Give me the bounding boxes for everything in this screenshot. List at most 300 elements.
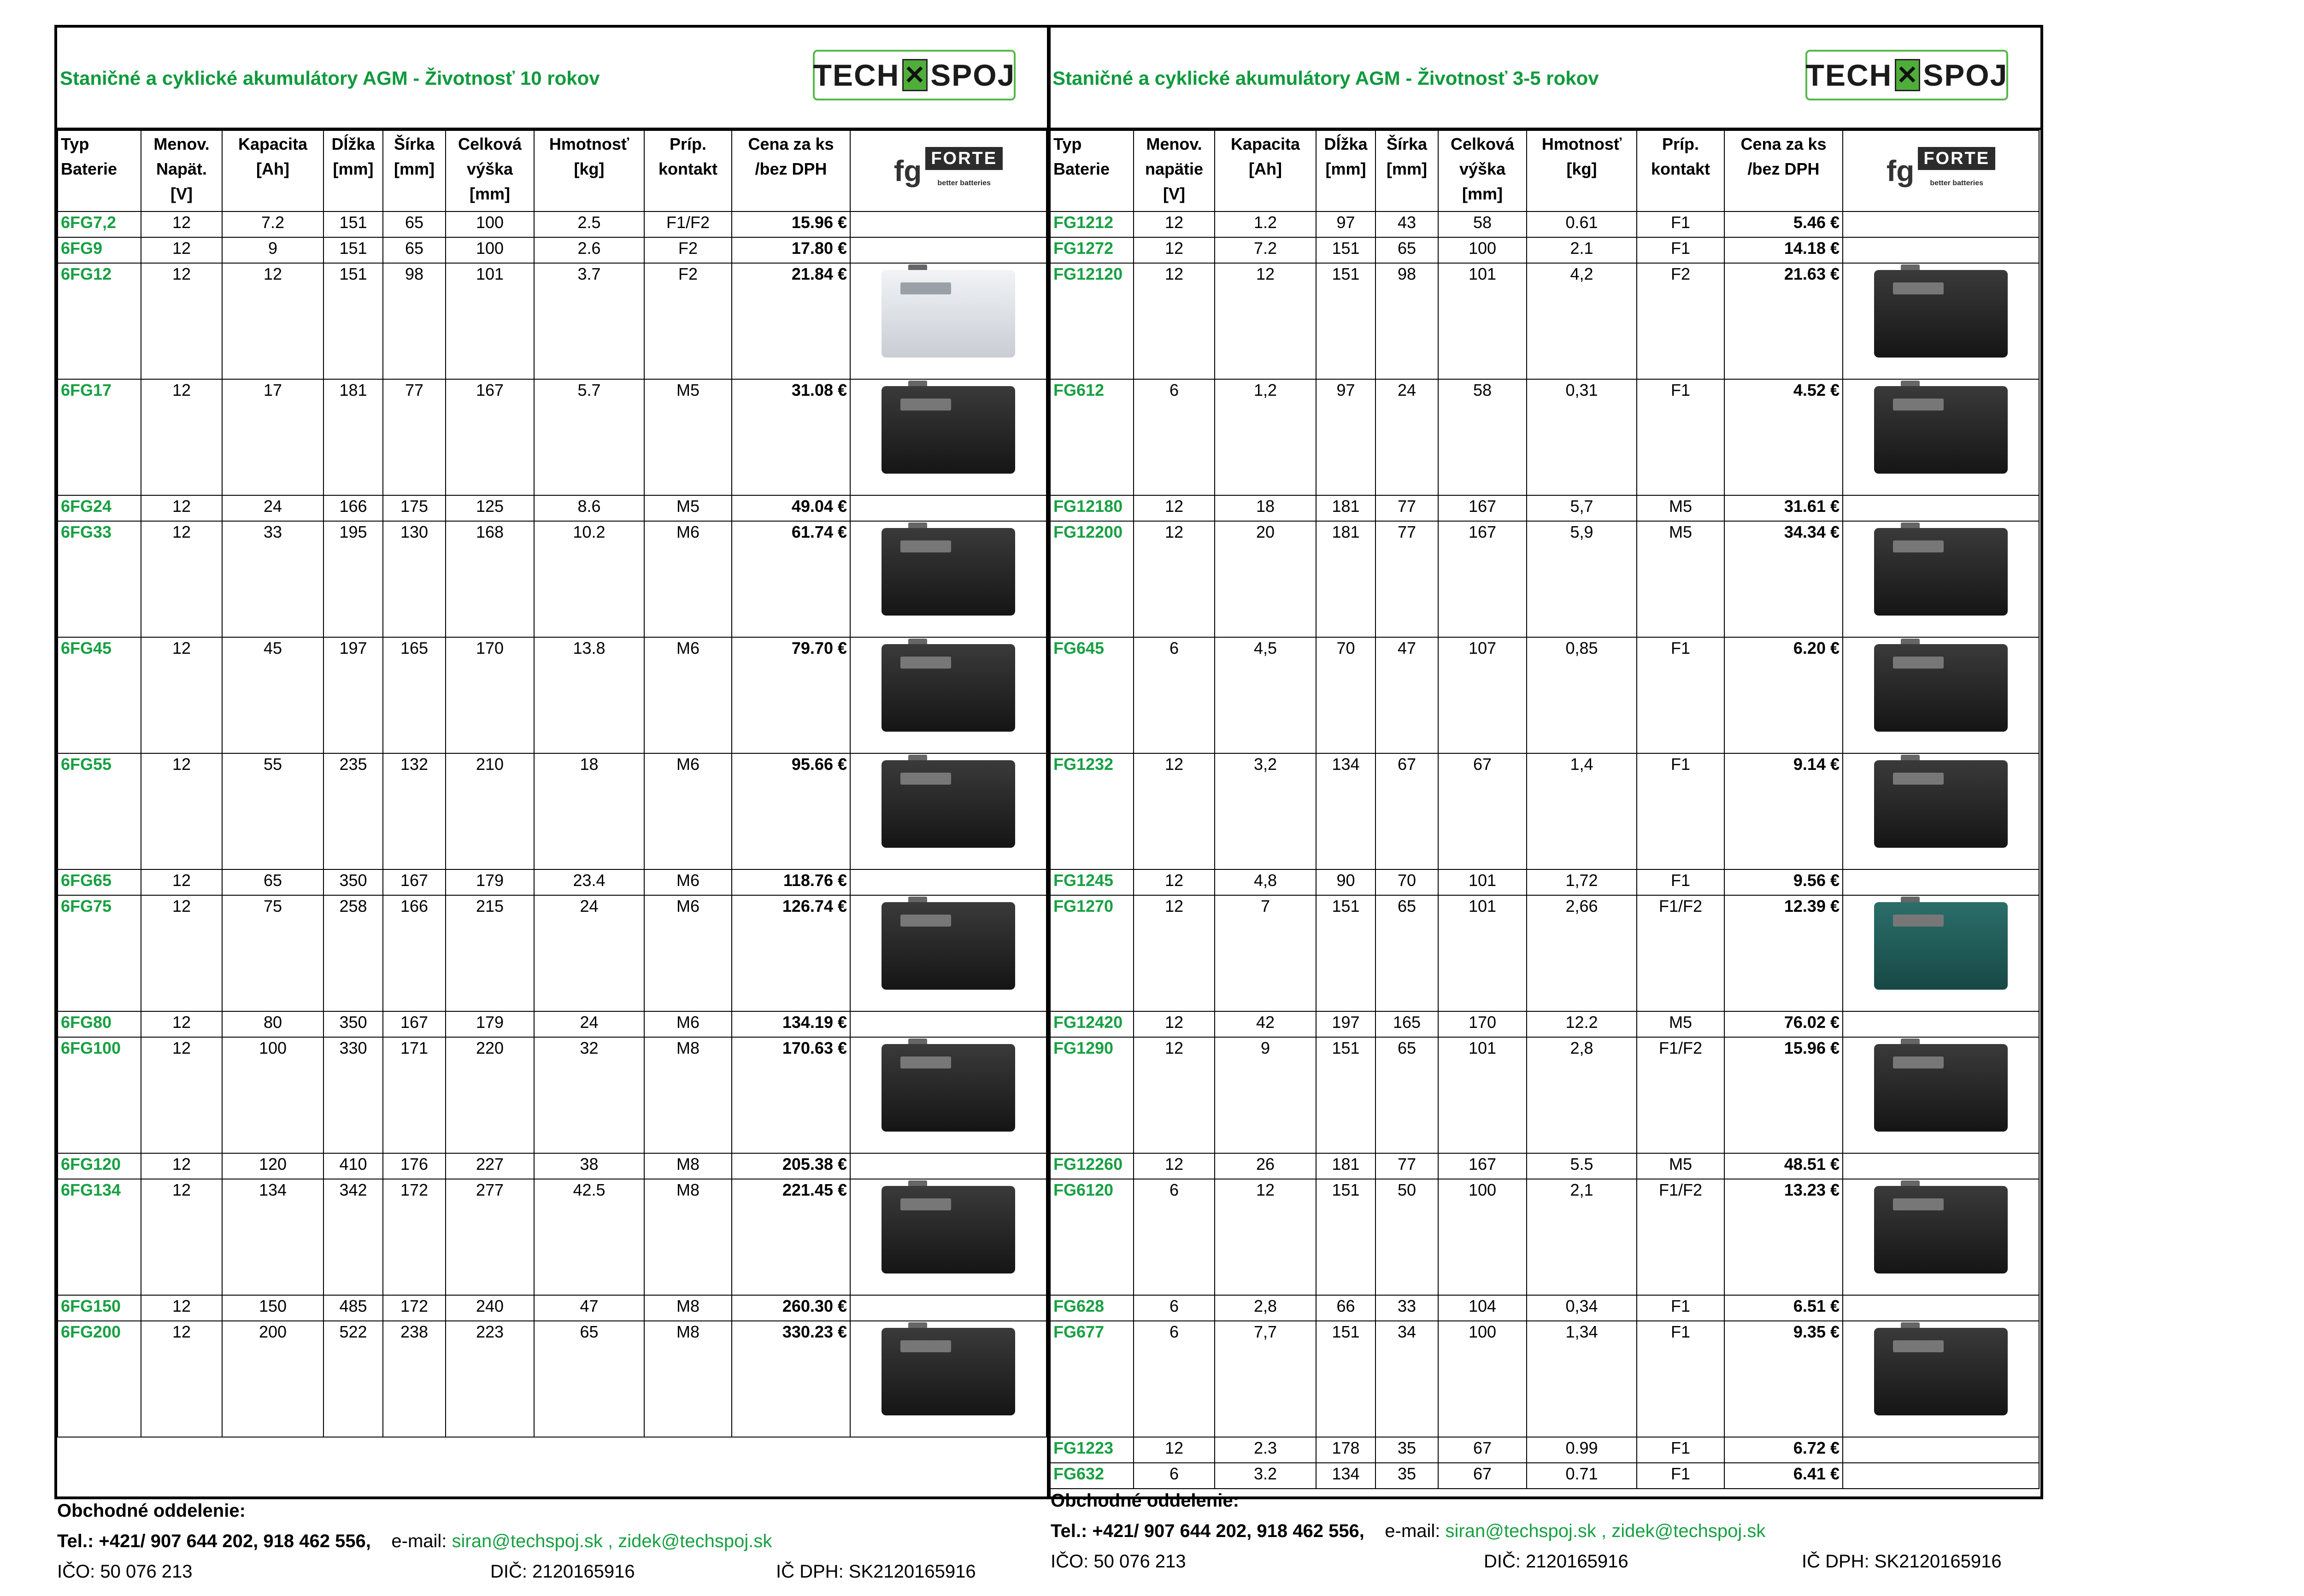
spec-cell: 410 bbox=[323, 1153, 383, 1179]
spec-cell: 18 bbox=[534, 753, 644, 869]
price-cell: 31.08 € bbox=[732, 379, 850, 495]
spec-cell: 8.6 bbox=[534, 495, 644, 521]
spec-cell: 166 bbox=[323, 495, 383, 521]
battery-type-cell: FG645 bbox=[1050, 637, 1134, 753]
spec-cell: 167 bbox=[446, 379, 534, 495]
col-header: Príp. kontakt bbox=[644, 130, 732, 211]
spec-cell: 12 bbox=[141, 521, 222, 637]
table-row bbox=[58, 1295, 1046, 1321]
spec-cell: 485 bbox=[323, 1295, 383, 1321]
spec-cell: 151 bbox=[323, 237, 383, 263]
spec-cell: F1 bbox=[1637, 753, 1724, 869]
price-cell: 79.70 € bbox=[732, 637, 850, 753]
spec-cell: F1/F2 bbox=[1637, 895, 1724, 1011]
spec-cell: M6 bbox=[644, 869, 732, 895]
spec-cell: 104 bbox=[1438, 1295, 1527, 1321]
spec-cell: 65 bbox=[1375, 895, 1438, 1011]
spec-cell: M6 bbox=[644, 753, 732, 869]
spec-cell: 12 bbox=[141, 263, 222, 379]
spec-cell: M8 bbox=[644, 1153, 732, 1179]
spec-cell: 4,8 bbox=[1215, 869, 1316, 895]
spec-cell: 23.4 bbox=[534, 869, 644, 895]
spec-cell: 238 bbox=[383, 1321, 446, 1437]
price-cell: 330.23 € bbox=[732, 1321, 850, 1437]
spec-cell: 151 bbox=[323, 211, 383, 237]
table-row bbox=[1050, 1153, 2039, 1179]
spec-cell: 100 bbox=[222, 1037, 323, 1153]
brand-forte: FORTE bbox=[925, 147, 1003, 170]
spec-cell: 45 bbox=[222, 637, 323, 753]
brand-forte: FORTE bbox=[1918, 147, 1995, 170]
spec-cell: 210 bbox=[446, 753, 534, 869]
battery-type-cell: FG612 bbox=[1050, 379, 1134, 495]
product-image-cell bbox=[850, 379, 1046, 495]
spec-cell: 33 bbox=[1375, 1295, 1438, 1321]
table-row bbox=[1050, 1463, 2039, 1489]
spec-cell: 12 bbox=[141, 1295, 222, 1321]
table-row bbox=[58, 637, 1046, 753]
product-image-cell bbox=[1843, 1153, 2039, 1179]
product-image-cell bbox=[850, 1179, 1046, 1295]
brand-tagline: better batteries bbox=[1930, 179, 1983, 187]
spec-cell: 24 bbox=[534, 895, 644, 1011]
spec-cell: 200 bbox=[222, 1321, 323, 1437]
spec-cell: 12 bbox=[1134, 895, 1215, 1011]
product-image-cell bbox=[1843, 1463, 2039, 1489]
battery-image-icon bbox=[882, 644, 1015, 732]
logo-text-left: TECH bbox=[813, 58, 900, 92]
spec-cell: 172 bbox=[383, 1179, 446, 1295]
spec-cell: 330 bbox=[323, 1037, 383, 1153]
spec-cell: F1 bbox=[1637, 211, 1724, 237]
product-image-cell bbox=[1843, 1179, 2039, 1295]
spec-cell: M5 bbox=[1637, 1153, 1724, 1179]
spec-cell: 151 bbox=[1316, 1037, 1375, 1153]
price-cell: 15.96 € bbox=[1724, 1037, 1843, 1153]
price-cell: 17.80 € bbox=[732, 237, 850, 263]
footer-email-link[interactable]: siran@techspoj.sk , zidek@techspoj.sk bbox=[1445, 1521, 1766, 1541]
spec-cell: 167 bbox=[1438, 1153, 1527, 1179]
price-cell: 126.74 € bbox=[732, 895, 850, 1011]
spec-cell: 12 bbox=[141, 753, 222, 869]
battery-type-cell: 6FG75 bbox=[58, 895, 141, 1011]
table-row bbox=[58, 1153, 1046, 1179]
spec-cell: F1 bbox=[1637, 237, 1724, 263]
spec-cell: 42.5 bbox=[534, 1179, 644, 1295]
battery-type-cell: FG1223 bbox=[1050, 1437, 1134, 1463]
table-row bbox=[1050, 495, 2039, 521]
table-row bbox=[1050, 753, 2039, 869]
spec-cell: 197 bbox=[1316, 1011, 1375, 1037]
product-image-cell bbox=[850, 637, 1046, 753]
product-image-cell bbox=[850, 1011, 1046, 1037]
spec-cell: 2,1 bbox=[1527, 1179, 1637, 1295]
battery-type-cell: 6FG55 bbox=[58, 753, 141, 869]
spec-cell: 167 bbox=[383, 869, 446, 895]
spec-cell: 12 bbox=[141, 379, 222, 495]
col-header: Menov. Napät. [V] bbox=[141, 130, 222, 211]
col-header: Šírka [mm] bbox=[1375, 130, 1438, 211]
spec-cell: M8 bbox=[644, 1321, 732, 1437]
col-header: Hmotnosť [kg] bbox=[1527, 130, 1637, 211]
table-row bbox=[1050, 1321, 2039, 1437]
spec-cell: 7.2 bbox=[1215, 237, 1316, 263]
spec-cell: 6 bbox=[1134, 1321, 1215, 1437]
table-row bbox=[1050, 211, 2039, 237]
table-row bbox=[58, 211, 1046, 237]
price-cell: 118.76 € bbox=[732, 869, 850, 895]
spec-cell: 176 bbox=[383, 1153, 446, 1179]
fg-forte-logo bbox=[850, 130, 1046, 211]
spec-cell: F1 bbox=[1637, 637, 1724, 753]
spec-cell: 0,85 bbox=[1527, 637, 1637, 753]
product-image-cell bbox=[1843, 495, 2039, 521]
spec-cell: 24 bbox=[1375, 379, 1438, 495]
spec-cell: 12 bbox=[1134, 1037, 1215, 1153]
table-row bbox=[58, 869, 1046, 895]
logo-text-right: SPOJ bbox=[930, 58, 1016, 92]
col-header: Kapacita [Ah] bbox=[1215, 130, 1316, 211]
spec-cell: 197 bbox=[323, 637, 383, 753]
price-cell: 48.51 € bbox=[1724, 1153, 1843, 1179]
product-image-cell bbox=[1843, 211, 2039, 237]
battery-image-icon bbox=[1874, 270, 2008, 358]
spec-cell: 77 bbox=[1375, 495, 1438, 521]
spec-cell: 2.6 bbox=[534, 237, 644, 263]
spec-cell: 350 bbox=[323, 1011, 383, 1037]
price-cell: 21.84 € bbox=[732, 263, 850, 379]
table-row bbox=[58, 1037, 1046, 1153]
table-row bbox=[1050, 263, 2039, 379]
battery-image-icon bbox=[1874, 386, 2008, 474]
spec-cell: 38 bbox=[534, 1153, 644, 1179]
spec-cell: 167 bbox=[1438, 521, 1527, 637]
spec-cell: 235 bbox=[323, 753, 383, 869]
battery-type-cell: 6FG120 bbox=[58, 1153, 141, 1179]
battery-type-cell: FG6120 bbox=[1050, 1179, 1134, 1295]
spec-cell: 125 bbox=[446, 495, 534, 521]
spec-cell: 1,72 bbox=[1527, 869, 1637, 895]
battery-type-cell: 6FG9 bbox=[58, 237, 141, 263]
logo-text-left: TECH bbox=[1805, 58, 1893, 92]
spec-cell: 18 bbox=[1215, 495, 1316, 521]
table-row bbox=[1050, 1295, 2039, 1321]
spec-cell: 12 bbox=[1134, 1153, 1215, 1179]
spec-cell: 0,34 bbox=[1527, 1295, 1637, 1321]
spec-cell: 77 bbox=[1375, 521, 1438, 637]
battery-type-cell: 6FG150 bbox=[58, 1295, 141, 1321]
product-image-cell bbox=[1843, 1437, 2039, 1463]
battery-image-icon bbox=[882, 386, 1015, 474]
table-row bbox=[1050, 521, 2039, 637]
price-cell: 134.19 € bbox=[732, 1011, 850, 1037]
spec-cell: 75 bbox=[222, 895, 323, 1011]
battery-type-cell: FG677 bbox=[1050, 1321, 1134, 1437]
spec-cell: M6 bbox=[644, 521, 732, 637]
spec-cell: 65 bbox=[534, 1321, 644, 1437]
spec-cell: 178 bbox=[1316, 1437, 1375, 1463]
product-image-cell bbox=[1843, 1295, 2039, 1321]
spec-cell: 181 bbox=[1316, 521, 1375, 637]
spec-cell: 12 bbox=[141, 495, 222, 521]
price-cell: 95.66 € bbox=[732, 753, 850, 869]
battery-type-cell: 6FG12 bbox=[58, 263, 141, 379]
table-row bbox=[1050, 379, 2039, 495]
spec-cell: M5 bbox=[644, 379, 732, 495]
techspoj-logo bbox=[1805, 50, 2008, 100]
spec-cell: 134 bbox=[1316, 1463, 1375, 1489]
table-row bbox=[1050, 1011, 2039, 1037]
spec-cell: 20 bbox=[1215, 521, 1316, 637]
product-image-cell bbox=[850, 895, 1046, 1011]
table-row bbox=[1050, 895, 2039, 1011]
spec-cell: 3.2 bbox=[1215, 1463, 1316, 1489]
spec-cell: 1,4 bbox=[1527, 753, 1637, 869]
spec-cell: 165 bbox=[1375, 1011, 1438, 1037]
product-image-cell bbox=[850, 1037, 1046, 1153]
footer-email-link[interactable]: siran@techspoj.sk , zidek@techspoj.sk bbox=[452, 1531, 772, 1551]
fg-forte-logo bbox=[1843, 130, 2039, 211]
col-header: Kapacita [Ah] bbox=[222, 130, 323, 211]
battery-type-cell: 6FG65 bbox=[58, 869, 141, 895]
col-header: Cena za ks /bez DPH bbox=[732, 130, 850, 211]
price-cell: 5.46 € bbox=[1724, 211, 1843, 237]
brand-tagline: better batteries bbox=[937, 179, 991, 187]
battery-type-cell: FG12420 bbox=[1050, 1011, 1134, 1037]
battery-type-cell: 6FG80 bbox=[58, 1011, 141, 1037]
battery-image-icon bbox=[882, 902, 1015, 990]
product-image-cell bbox=[1843, 1011, 2039, 1037]
left-sheet-title: Staničné a cyklické akumulátory AGM - Životnosť 10 rokov bbox=[60, 67, 600, 89]
col-header: Dĺžka [mm] bbox=[1316, 130, 1375, 211]
footer-phone: Tel.: +421/ 907 644 202, 918 462 556, bbox=[1051, 1521, 1364, 1541]
spec-cell: 12 bbox=[1134, 869, 1215, 895]
left-title-bar bbox=[57, 28, 1048, 130]
spec-cell: 101 bbox=[446, 263, 534, 379]
spec-cell: 65 bbox=[383, 211, 446, 237]
col-header: Hmotnosť [kg] bbox=[534, 130, 644, 211]
spec-cell: 55 bbox=[222, 753, 323, 869]
product-image-cell bbox=[1843, 1321, 2039, 1437]
spec-cell: 215 bbox=[446, 895, 534, 1011]
spec-cell: F2 bbox=[1637, 263, 1724, 379]
spec-cell: M5 bbox=[644, 495, 732, 521]
footer-email-label: e-mail: bbox=[1385, 1521, 1440, 1541]
battery-image-icon bbox=[1874, 1044, 2008, 1132]
footer-heading: Obchodné oddelenie: bbox=[57, 1501, 246, 1521]
spec-cell: 90 bbox=[1316, 869, 1375, 895]
spec-cell: 12 bbox=[141, 1037, 222, 1153]
price-cell: 9.14 € bbox=[1724, 753, 1843, 869]
spec-cell: 43 bbox=[1375, 211, 1438, 237]
spec-cell: 179 bbox=[446, 869, 534, 895]
spec-cell: 165 bbox=[383, 637, 446, 753]
spec-cell: M6 bbox=[644, 1011, 732, 1037]
spec-cell: 170 bbox=[1438, 1011, 1527, 1037]
spec-cell: 175 bbox=[383, 495, 446, 521]
spec-cell: 170 bbox=[446, 637, 534, 753]
table-row bbox=[1050, 637, 2039, 753]
battery-type-cell: FG632 bbox=[1050, 1463, 1134, 1489]
battery-type-cell: FG1270 bbox=[1050, 895, 1134, 1011]
spec-cell: 12 bbox=[141, 869, 222, 895]
product-image-cell bbox=[1843, 379, 2039, 495]
spec-cell: 12 bbox=[1134, 495, 1215, 521]
product-image-cell bbox=[850, 495, 1046, 521]
table-row bbox=[1050, 1037, 2039, 1153]
spec-cell: 5,9 bbox=[1527, 521, 1637, 637]
spec-cell: M5 bbox=[1637, 1011, 1724, 1037]
spec-cell: 181 bbox=[1316, 1153, 1375, 1179]
spec-cell: 134 bbox=[222, 1179, 323, 1295]
col-header: Typ Baterie bbox=[1050, 130, 1134, 211]
price-cell: 205.38 € bbox=[732, 1153, 850, 1179]
battery-type-cell: 6FG45 bbox=[58, 637, 141, 753]
price-cell: 61.74 € bbox=[732, 521, 850, 637]
spec-cell: 12 bbox=[1134, 211, 1215, 237]
table-row bbox=[1050, 1437, 2039, 1463]
battery-image-icon bbox=[1874, 1328, 2008, 1415]
spec-cell: 167 bbox=[1438, 495, 1527, 521]
spec-cell: 12 bbox=[1134, 1437, 1215, 1463]
spec-cell: 258 bbox=[323, 895, 383, 1011]
spec-cell: F1 bbox=[1637, 1321, 1724, 1437]
table-header-row bbox=[58, 130, 1046, 211]
battery-image-icon bbox=[1874, 528, 2008, 616]
spec-cell: 0.99 bbox=[1527, 1437, 1637, 1463]
product-image-cell bbox=[850, 869, 1046, 895]
spec-cell: 227 bbox=[446, 1153, 534, 1179]
product-image-cell bbox=[1843, 895, 2039, 1011]
brand-fg: fg bbox=[1886, 154, 1915, 188]
spec-cell: 4,5 bbox=[1215, 637, 1316, 753]
spec-cell: 240 bbox=[446, 1295, 534, 1321]
spec-cell: 181 bbox=[323, 379, 383, 495]
logo-cross-icon: ✕ bbox=[902, 59, 928, 91]
battery-image-icon bbox=[882, 1328, 1015, 1415]
spec-cell: 12 bbox=[141, 895, 222, 1011]
left-battery-table bbox=[57, 130, 1047, 1438]
table-row bbox=[58, 753, 1046, 869]
spec-cell: 70 bbox=[1316, 637, 1375, 753]
spec-cell: 101 bbox=[1438, 263, 1527, 379]
col-header: Celková výška [mm] bbox=[1438, 130, 1527, 211]
spec-cell: 3.7 bbox=[534, 263, 644, 379]
spec-cell: 65 bbox=[383, 237, 446, 263]
product-image-cell bbox=[850, 263, 1046, 379]
spec-cell: 5.5 bbox=[1527, 1153, 1637, 1179]
spec-cell: 65 bbox=[222, 869, 323, 895]
product-image-cell bbox=[1843, 637, 2039, 753]
spec-cell: 13.8 bbox=[534, 637, 644, 753]
right-battery-table bbox=[1050, 130, 2040, 1489]
product-image-cell bbox=[850, 1153, 1046, 1179]
spec-cell: F1/F2 bbox=[1637, 1037, 1724, 1153]
battery-type-cell: FG1290 bbox=[1050, 1037, 1134, 1153]
spec-cell: 77 bbox=[383, 379, 446, 495]
footer-dic: DIČ: 2120165916 bbox=[490, 1561, 635, 1582]
battery-type-cell: 6FG7,2 bbox=[58, 211, 141, 237]
battery-image-icon bbox=[882, 1044, 1015, 1132]
spec-cell: 107 bbox=[1438, 637, 1527, 753]
spec-cell: M8 bbox=[644, 1295, 732, 1321]
footer-icdph: IČ DPH: SK2120165916 bbox=[776, 1561, 976, 1582]
table-row bbox=[58, 237, 1046, 263]
table-row bbox=[1050, 237, 2039, 263]
spec-cell: 66 bbox=[1316, 1295, 1375, 1321]
battery-image-icon bbox=[882, 1186, 1015, 1273]
spec-cell: 34 bbox=[1375, 1321, 1438, 1437]
spec-cell: 151 bbox=[1316, 1321, 1375, 1437]
spec-cell: 100 bbox=[446, 211, 534, 237]
price-cell: 9.56 € bbox=[1724, 869, 1843, 895]
spec-cell: F1/F2 bbox=[1637, 1179, 1724, 1295]
table-row bbox=[58, 521, 1046, 637]
spec-cell: 26 bbox=[1215, 1153, 1316, 1179]
price-cell: 76.02 € bbox=[1724, 1011, 1843, 1037]
footer-ico: IČO: 50 076 213 bbox=[1051, 1551, 1186, 1572]
spec-cell: 166 bbox=[383, 895, 446, 1011]
spec-cell: 12 bbox=[1215, 1179, 1316, 1295]
price-cell: 31.61 € bbox=[1724, 495, 1843, 521]
spec-cell: F1 bbox=[1637, 1463, 1724, 1489]
spec-cell: 12 bbox=[1134, 237, 1215, 263]
table-header-row bbox=[1050, 130, 2039, 211]
spec-cell: 1.2 bbox=[1215, 211, 1316, 237]
product-image-cell bbox=[1843, 237, 2039, 263]
spec-cell: 100 bbox=[1438, 1321, 1527, 1437]
spec-cell: 179 bbox=[446, 1011, 534, 1037]
price-cell: 6.41 € bbox=[1724, 1463, 1843, 1489]
spec-cell: 12 bbox=[222, 263, 323, 379]
spec-cell: 0.71 bbox=[1527, 1463, 1637, 1489]
table-row bbox=[58, 379, 1046, 495]
table-row bbox=[1050, 1179, 2039, 1295]
spec-cell: 101 bbox=[1438, 869, 1527, 895]
product-image-cell bbox=[850, 237, 1046, 263]
price-cell: 9.35 € bbox=[1724, 1321, 1843, 1437]
footer-icdph: IČ DPH: SK2120165916 bbox=[1802, 1551, 2002, 1572]
spec-cell: 277 bbox=[446, 1179, 534, 1295]
spec-cell: 134 bbox=[1316, 753, 1375, 869]
table-row bbox=[58, 495, 1046, 521]
spec-cell: 98 bbox=[383, 263, 446, 379]
product-image-cell bbox=[1843, 521, 2039, 637]
table-row bbox=[58, 263, 1046, 379]
spec-cell: 47 bbox=[1375, 637, 1438, 753]
spec-cell: 6 bbox=[1134, 1463, 1215, 1489]
spec-cell: 3,2 bbox=[1215, 753, 1316, 869]
spec-cell: 33 bbox=[222, 521, 323, 637]
battery-image-icon bbox=[1874, 644, 2008, 732]
table-row bbox=[1050, 869, 2039, 895]
spec-cell: 5.7 bbox=[534, 379, 644, 495]
battery-type-cell: 6FG200 bbox=[58, 1321, 141, 1437]
spec-cell: M8 bbox=[644, 1179, 732, 1295]
spec-cell: 12 bbox=[141, 1321, 222, 1437]
spec-cell: 10.2 bbox=[534, 521, 644, 637]
spec-cell: 4,2 bbox=[1527, 263, 1637, 379]
footer-dic: DIČ: 2120165916 bbox=[1484, 1551, 1628, 1572]
battery-type-cell: FG12200 bbox=[1050, 521, 1134, 637]
product-image-cell bbox=[850, 521, 1046, 637]
spec-cell: 17 bbox=[222, 379, 323, 495]
spec-cell: 47 bbox=[534, 1295, 644, 1321]
spec-cell: 67 bbox=[1438, 1437, 1527, 1463]
spec-cell: 12 bbox=[141, 637, 222, 753]
spec-cell: 24 bbox=[534, 1011, 644, 1037]
product-image-cell bbox=[850, 753, 1046, 869]
